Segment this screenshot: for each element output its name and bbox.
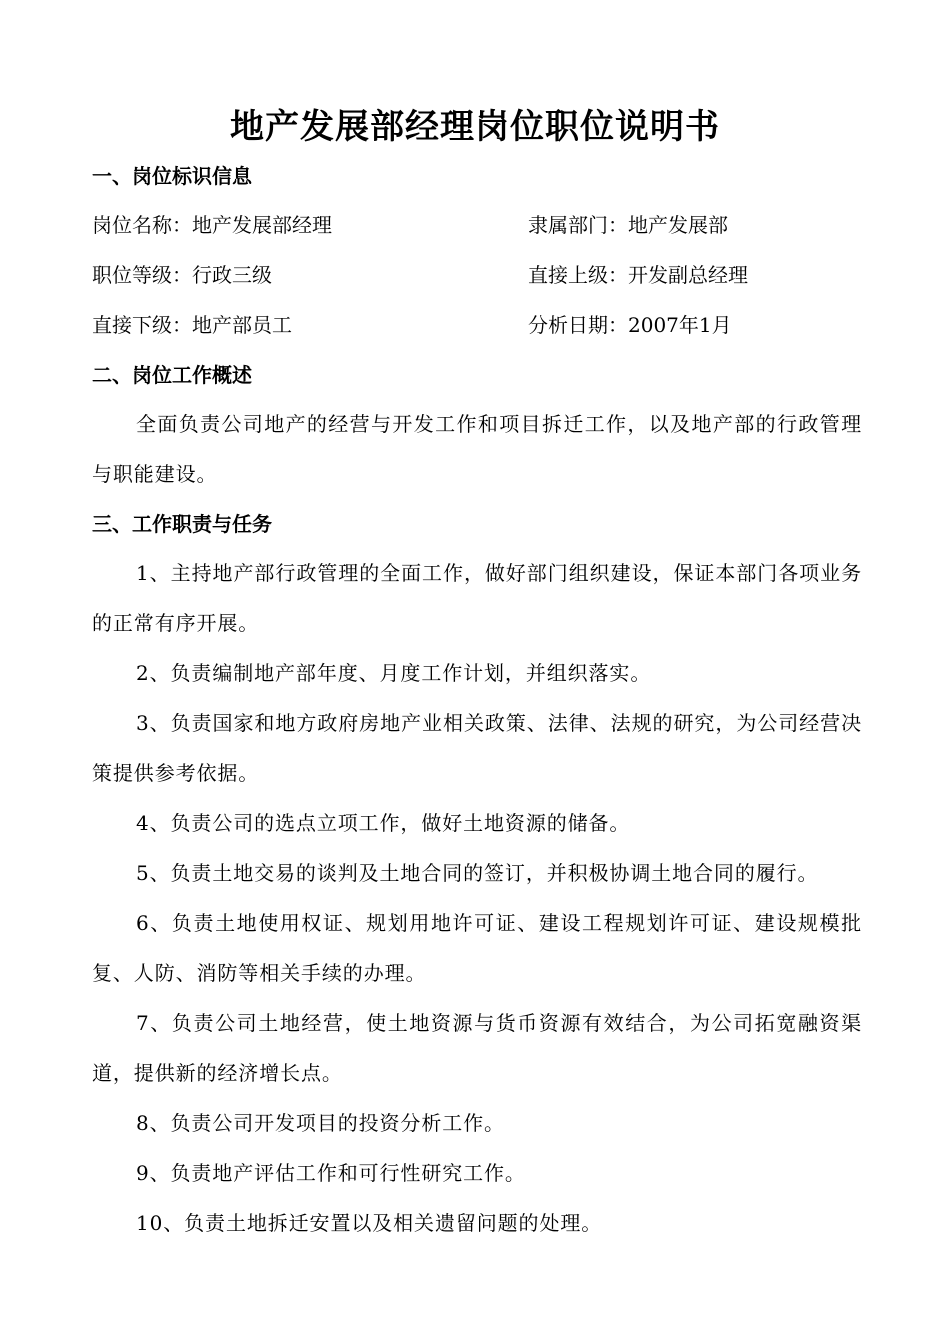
- duty-item-3: 3、负责国家和地方政府房地产业相关政策、法律、法规的研究，为公司经营决策提供参考依据。: [92, 711, 862, 785]
- document-title: 地产发展部经理岗位职位说明书: [230, 107, 720, 147]
- duty-item-8: 8、负责公司开发项目的投资分析工作。: [136, 1111, 505, 1135]
- section-heading-identification: 一、岗位标识信息: [92, 164, 252, 188]
- field-position-name: 岗位名称：地产发展部经理: [92, 213, 332, 237]
- duty-item-6: 6、负责土地使用权证、规划用地许可证、建设工程规划许可证、建设规模批复、人防、消防等相关手续的办理。: [92, 911, 862, 985]
- duty-item-9: 9、负责地产评估工作和可行性研究工作。: [136, 1161, 526, 1185]
- field-analysis-date: 分析日期：2007年1月: [528, 313, 732, 337]
- duty-item-10: 10、负责土地拆迁安置以及相关遗留问题的处理。: [136, 1211, 603, 1235]
- section-heading-overview: 二、岗位工作概述: [92, 363, 252, 387]
- duty-item-4: 4、负责公司的选点立项工作，做好土地资源的储备。: [136, 811, 631, 835]
- field-direct-superior: 直接上级：开发副总经理: [528, 263, 748, 287]
- duty-item-2: 2、负责编制地产部年度、月度工作计划，并组织落实。: [136, 661, 652, 685]
- duty-item-7: 7、负责公司土地经营，使土地资源与货币资源有效结合，为公司拓宽融资渠道，提供新的经济增长点。: [92, 1011, 862, 1085]
- duty-item-5: 5、负责土地交易的谈判及土地合同的签订，并积极协调土地合同的履行。: [136, 861, 819, 885]
- field-grade: 职位等级：行政三级: [92, 263, 272, 287]
- overview-paragraph: 全面负责公司地产的经营与开发工作和项目拆迁工作，以及地产部的行政管理与职能建设。: [92, 412, 862, 486]
- field-direct-subordinate: 直接下级：地产部员工: [92, 313, 292, 337]
- field-department: 隶属部门：地产发展部: [528, 213, 728, 237]
- section-heading-duties: 三、工作职责与任务: [92, 512, 272, 536]
- duty-item-1: 1、主持地产部行政管理的全面工作，做好部门组织建设，保证本部门各项业务的正常有序开展。: [92, 561, 862, 635]
